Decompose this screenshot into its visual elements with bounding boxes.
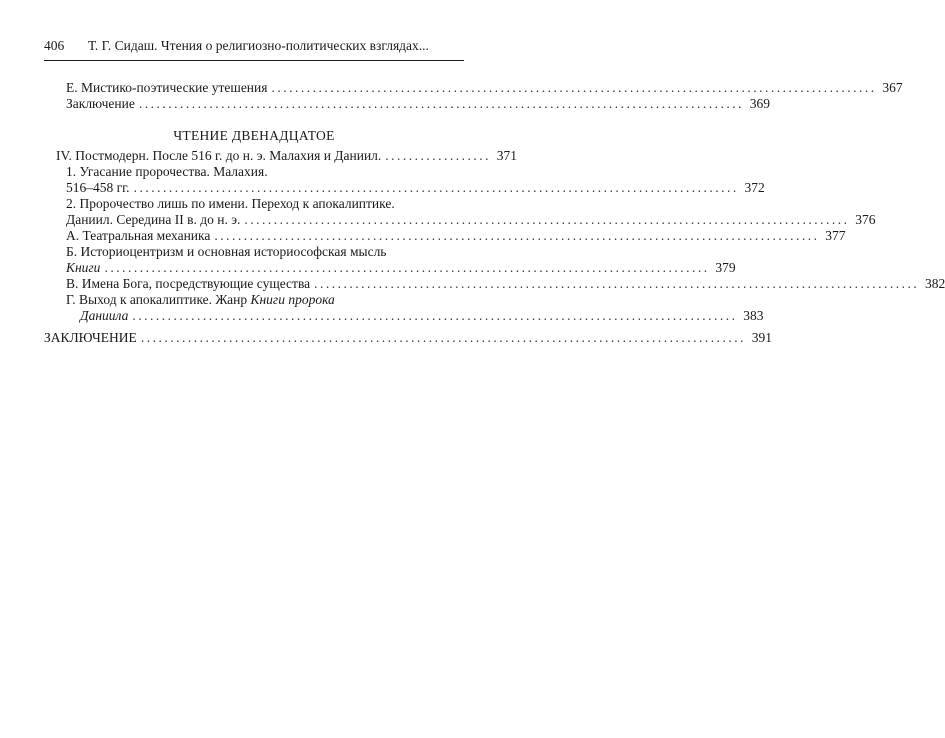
leader-dots: ....................................................................................................... (133, 180, 739, 195)
leader-dots: ....................................................................................................... (132, 308, 738, 323)
page-number: 406 (44, 38, 65, 53)
toc-entry-label: Книги (66, 260, 101, 275)
toc-entry-page: 391 (751, 330, 772, 345)
toc-entry-page: 377 (825, 228, 846, 243)
toc-entry (66, 80, 903, 96)
toc-entry-label: Е. Мистико-поэтические утешения (66, 80, 268, 95)
leader-dots: ....................................................................................................... (314, 276, 920, 291)
header-rule (44, 60, 464, 61)
leader-dots: .................. (385, 148, 492, 163)
toc-entry-line: 1. Угасание пророчества. Малахия. (66, 164, 268, 179)
toc-entry-label: А. Театральная механика (66, 228, 211, 243)
leader-dots: ....................................................................................................... (244, 212, 850, 227)
toc-entry (44, 330, 772, 346)
toc-entry-page: 367 (882, 80, 903, 95)
leader-dots: ....................................................................................................... (271, 80, 877, 95)
toc-entry-label: В. Имена Бога, посредствующие существа (66, 276, 311, 291)
toc-entry-page: 382 (925, 276, 945, 291)
leader-dots: ....................................................................................................... (140, 330, 746, 345)
toc-entry (66, 96, 770, 112)
toc-entry (66, 276, 945, 292)
toc-entry-page: 383 (743, 308, 764, 323)
toc-entry-page: 371 (496, 148, 518, 163)
reading-heading: ЧТЕНИЕ ДВЕНАДЦАТОЕ (173, 128, 335, 143)
toc-subentries (44, 164, 945, 324)
toc-reading-twelve (44, 148, 945, 324)
toc-entry-line: 2. Пророчество лишь по имени. Переход к апокалиптике. (66, 196, 395, 211)
toc-entry-label: Заключение (66, 96, 135, 111)
toc-entry (66, 228, 846, 244)
toc-entry (66, 308, 764, 324)
running-title: Т. Г. Сидаш. Чтения о религиозно-политических взглядах... (88, 38, 429, 53)
toc-top-block (44, 80, 903, 112)
toc-entry-label: Даниил. Середина II в. до н. э. (66, 212, 241, 227)
toc-conclusion (44, 330, 772, 346)
toc-entry-page: 372 (744, 180, 765, 195)
toc-entry-page: 376 (855, 212, 876, 227)
toc-entry-italic: Книги пророка (250, 292, 335, 307)
toc-section-iv (56, 148, 518, 164)
toc-entry (66, 260, 736, 276)
leader-dots: ....................................................................................................... (214, 228, 820, 243)
toc-entry-label: Даниила (80, 308, 129, 323)
toc-entry-line: Б. Историоцентризм и основная историософская мысль (66, 244, 387, 259)
toc-entry-page: 379 (715, 260, 736, 275)
toc-entry-label: 516–458 гг. (66, 180, 130, 195)
leader-dots: ....................................................................................................... (104, 260, 710, 275)
toc-entry-label: IV. Постмодерн. После 516 г. до н. э. Малахия и Даниил. (56, 148, 382, 163)
leader-dots: ....................................................................................................... (138, 96, 744, 111)
toc-entry (66, 212, 876, 228)
toc-entry-label: ЗАКЛЮЧЕНИЕ (44, 330, 137, 345)
toc-entry-text: Г. Выход к апокалиптике. Жанр (66, 292, 251, 307)
toc-entry-line (66, 292, 464, 308)
toc-entry-page: 369 (749, 96, 770, 111)
running-head (44, 38, 464, 54)
toc-entry (66, 180, 765, 196)
